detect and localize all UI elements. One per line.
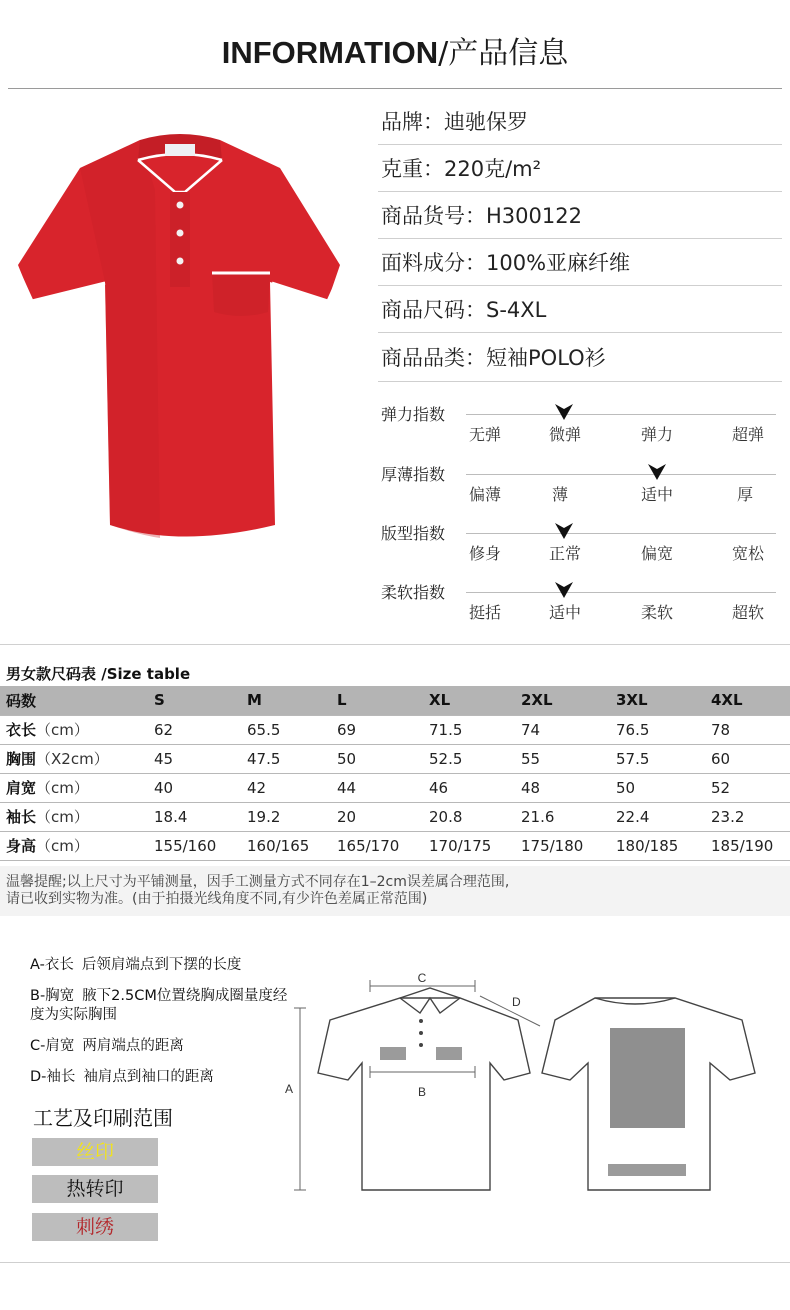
table-cell: 52.5 xyxy=(423,744,515,773)
index-option: 超软 xyxy=(731,603,764,622)
header-cell: XL xyxy=(423,686,515,715)
index-thickness xyxy=(378,462,782,522)
header-cell: L xyxy=(331,686,423,715)
header-cell: S xyxy=(148,686,241,715)
attr-divider xyxy=(378,381,782,382)
legend-item xyxy=(30,956,290,975)
legend-key: B-胸宽 xyxy=(30,988,75,1004)
row-header xyxy=(0,744,148,773)
dim-label-d: D xyxy=(512,995,521,1009)
table-row xyxy=(0,773,790,802)
index-option: 厚 xyxy=(736,485,753,504)
row-name: 衣长 xyxy=(6,721,37,739)
index-label: 厚薄指数 xyxy=(381,465,446,484)
index-option: 柔软 xyxy=(640,603,673,622)
table-cell: 165/170 xyxy=(331,831,423,860)
print-area-back xyxy=(610,1028,685,1128)
table-cell: 55 xyxy=(515,744,610,773)
index-option-selected: 正常 xyxy=(548,544,581,563)
table-cell: 180/185 xyxy=(610,831,705,860)
row-header xyxy=(0,715,148,744)
table-cell: 45 xyxy=(148,744,241,773)
row-name: 身高 xyxy=(6,837,37,855)
index-option: 薄 xyxy=(551,485,568,504)
index-line xyxy=(466,533,776,534)
table-row xyxy=(0,802,790,831)
table-cell: 60 xyxy=(705,744,790,773)
table-cell: 21.6 xyxy=(515,802,610,831)
row-unit: （cm） xyxy=(36,837,89,855)
legend-key: D-袖长 xyxy=(30,1069,76,1085)
table-cell: 44 xyxy=(331,773,423,802)
print-area-back-bottom xyxy=(608,1164,686,1176)
table-cell: 22.4 xyxy=(610,802,705,831)
selected-marker-icon xyxy=(555,523,573,539)
notice-line: 温馨提醒;以上尺寸为平铺测量，因手工测量方式不同存在1–2cm误差属合理范围, xyxy=(6,874,510,890)
index-label: 弹力指数 xyxy=(381,405,446,424)
table-cell: 69 xyxy=(331,715,423,744)
dim-label-b: B xyxy=(417,1085,427,1099)
header-cell: 3XL xyxy=(610,686,705,715)
index-option: 宽松 xyxy=(731,544,764,563)
notice-line: 请已收到实物为准。(由于拍摄光线角度不同,有少许色差属正常范围) xyxy=(6,891,428,907)
header-cell: 码数 xyxy=(0,686,148,715)
table-cell: 74 xyxy=(515,715,610,744)
measurement-legend xyxy=(30,956,290,1099)
table-cell: 65.5 xyxy=(241,715,331,744)
index-line xyxy=(466,474,776,475)
product-attributes xyxy=(378,98,782,380)
table-row xyxy=(0,715,790,744)
table-cell: 42 xyxy=(241,773,331,802)
table-row xyxy=(0,831,790,860)
size-table-header xyxy=(0,686,790,715)
table-cell: 48 xyxy=(515,773,610,802)
legend-item xyxy=(30,1068,290,1087)
row-header xyxy=(0,802,148,831)
table-cell: 20 xyxy=(331,802,423,831)
header-cell: M xyxy=(241,686,331,715)
dim-label-a: A xyxy=(285,1082,294,1096)
index-option: 挺括 xyxy=(468,603,501,622)
row-name: 肩宽 xyxy=(6,779,37,797)
attr-size-range: 商品尺码：S-4XL xyxy=(378,286,782,333)
table-cell: 155/160 xyxy=(148,831,241,860)
craft-title: 工艺及印刷范围 xyxy=(33,1106,173,1130)
header-cell: 4XL xyxy=(705,686,790,715)
selected-marker-icon xyxy=(555,582,573,598)
index-option: 超弹 xyxy=(731,425,764,444)
attr-fabric: 面料成分：100%亚麻纤维 xyxy=(378,239,782,286)
row-unit: （cm） xyxy=(36,721,89,739)
index-label: 版型指数 xyxy=(381,524,446,543)
index-fit xyxy=(378,521,782,581)
row-unit: （cm） xyxy=(36,808,89,826)
header-cell: 2XL xyxy=(515,686,610,715)
craft-option-embroidery: 刺绣 xyxy=(32,1213,158,1241)
index-option: 偏薄 xyxy=(468,485,501,504)
table-cell: 71.5 xyxy=(423,715,515,744)
table-cell: 19.2 xyxy=(241,802,331,831)
table-cell: 52 xyxy=(705,773,790,802)
footer-divider xyxy=(0,1262,790,1263)
row-header xyxy=(0,831,148,860)
index-option-selected: 适中 xyxy=(640,485,673,504)
row-name: 袖长 xyxy=(6,808,37,826)
size-table-title: 男女款尺码表 /Size table xyxy=(6,665,191,683)
legend-text: 袖肩点到袖口的距离 xyxy=(83,1069,214,1085)
index-option-selected: 适中 xyxy=(548,603,581,622)
legend-key: A-衣长 xyxy=(30,957,74,973)
print-area-left-chest xyxy=(380,1047,406,1060)
legend-text: 后领肩端点到下摆的长度 xyxy=(81,957,242,973)
row-header xyxy=(0,773,148,802)
attr-brand: 品牌：迪驰保罗 xyxy=(378,98,782,145)
page-title xyxy=(0,28,790,72)
page-title-cn: 产品信息 xyxy=(448,36,569,71)
size-table xyxy=(0,686,790,861)
table-cell: 170/175 xyxy=(423,831,515,860)
row-name: 胸围 xyxy=(6,750,37,768)
print-area-right-chest xyxy=(436,1047,462,1060)
table-cell: 40 xyxy=(148,773,241,802)
attr-category: 商品品类：短袖POLO衫 xyxy=(381,345,606,370)
legend-item xyxy=(30,987,290,1025)
measurement-diagram xyxy=(280,958,770,1203)
table-cell: 46 xyxy=(423,773,515,802)
table-cell: 47.5 xyxy=(241,744,331,773)
index-label: 柔软指数 xyxy=(381,583,446,602)
page-title-en: INFORMATION xyxy=(221,35,439,70)
selected-marker-icon xyxy=(648,464,666,480)
craft-option-silkscreen: 丝印 xyxy=(32,1138,158,1166)
legend-key: C-肩宽 xyxy=(30,1038,75,1054)
header-divider xyxy=(8,88,782,89)
index-option: 修身 xyxy=(468,544,501,563)
legend-item xyxy=(30,1037,290,1056)
legend-text: 腋下2.5CM位置绕胸成圈量度经度为实际胸围 xyxy=(30,988,288,1023)
table-cell: 57.5 xyxy=(610,744,705,773)
table-cell: 185/190 xyxy=(705,831,790,860)
index-line xyxy=(466,414,776,415)
dim-label-c: C xyxy=(417,971,427,985)
page-title-sep: / xyxy=(438,36,449,71)
table-cell: 62 xyxy=(148,715,241,744)
row-unit: （cm） xyxy=(36,779,89,797)
index-line xyxy=(466,592,776,593)
index-option: 无弹 xyxy=(468,425,501,444)
table-cell: 50 xyxy=(610,773,705,802)
index-elasticity xyxy=(378,402,782,462)
legend-text: 两肩端点的距离 xyxy=(82,1038,184,1054)
attr-weight: 克重：220克/m² xyxy=(378,145,782,192)
table-row xyxy=(0,744,790,773)
craft-option-heat-transfer: 热转印 xyxy=(32,1175,158,1203)
attr-sku: 商品货号：H300122 xyxy=(378,192,782,239)
selected-marker-icon xyxy=(555,404,573,420)
section-divider xyxy=(0,644,790,645)
product-image-polo-shirt xyxy=(10,130,350,550)
table-cell: 160/165 xyxy=(241,831,331,860)
index-option: 弹力 xyxy=(640,425,673,444)
table-cell: 50 xyxy=(331,744,423,773)
table-cell: 78 xyxy=(705,715,790,744)
table-cell: 76.5 xyxy=(610,715,705,744)
table-cell: 18.4 xyxy=(148,802,241,831)
index-option: 偏宽 xyxy=(640,544,673,563)
table-cell: 175/180 xyxy=(515,831,610,860)
row-unit: （X2cm） xyxy=(36,750,109,768)
table-cell: 23.2 xyxy=(705,802,790,831)
measurement-notice xyxy=(0,866,790,916)
index-softness xyxy=(378,580,782,640)
table-cell: 20.8 xyxy=(423,802,515,831)
index-option-selected: 微弹 xyxy=(548,425,581,444)
